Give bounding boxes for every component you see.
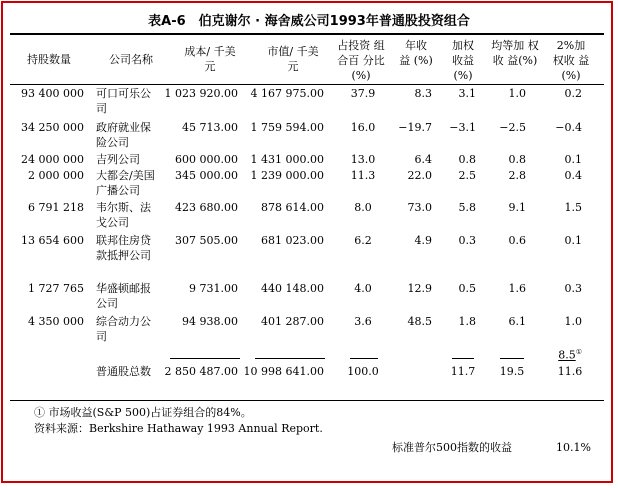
cell-cost: 9 731.00: [189, 282, 238, 295]
total-cost: 2 850 487.00: [164, 365, 238, 378]
cell-weighted: 0.8: [458, 153, 476, 166]
cell-weighted: 5.8: [458, 201, 476, 214]
cell-weighted: 1.8: [458, 315, 476, 328]
cell-equal: 2.8: [508, 169, 526, 182]
cell-annual: 48.5: [407, 315, 432, 328]
cell-market: 440 148.00: [261, 282, 324, 295]
cell-annual: −19.7: [398, 121, 432, 134]
cell-annual: 73.0: [407, 201, 432, 214]
cell-cost: 1 023 920.00: [164, 87, 238, 100]
header-weighted: 加权 收益 (%): [452, 39, 474, 82]
cell-equal: 1.6: [508, 282, 526, 295]
cell-two-pct: 0.1: [564, 153, 582, 166]
cost-total-underline: [170, 358, 240, 359]
cell-cost: 307 505.00: [175, 234, 238, 247]
cell-weighted: 0.5: [458, 282, 476, 295]
cell-pct: 6.2: [354, 234, 372, 247]
header-shares: 持股数量: [27, 53, 71, 66]
cell-two-pct: 0.2: [564, 87, 582, 100]
cell-equal: 6.1: [508, 315, 526, 328]
cell-two-pct: −0.4: [555, 121, 582, 134]
cell-shares: 6 791 218: [28, 201, 84, 214]
cell-two-pct: 1.5: [564, 201, 582, 214]
cell-pct: 13.0: [350, 153, 376, 166]
total-market: 10 998 641.00: [243, 365, 324, 378]
cell-equal: 0.6: [508, 234, 526, 247]
cell-market: 4 167 975.00: [250, 87, 324, 100]
cell-annual: 12.9: [407, 282, 432, 295]
cell-company: 联邦住房贷款抵押公司: [96, 234, 151, 262]
total-equal: 19.5: [499, 365, 525, 378]
cell-equal: 1.0: [508, 87, 526, 100]
cell-company: 吉列公司: [96, 153, 140, 166]
cell-pct: 37.9: [350, 87, 376, 100]
bottom-rule: [10, 400, 604, 401]
cell-shares: 2 000 000: [28, 169, 84, 182]
cell-shares: 24 000 000: [21, 153, 84, 166]
cell-two-pct: 1.0: [564, 315, 582, 328]
header-equal: 均等加 权收 益(%): [491, 39, 539, 67]
cell-market: 1 239 000.00: [250, 169, 324, 182]
total-two-pct: 11.6: [557, 365, 583, 378]
cell-pct: 8.0: [354, 201, 372, 214]
cell-pct: 16.0: [350, 121, 376, 134]
cell-weighted: 3.1: [458, 87, 476, 100]
cell-annual: 8.3: [414, 87, 432, 100]
cell-company: 综合动力公司: [96, 315, 151, 343]
header-cost: 成本/ 千美元: [184, 45, 236, 73]
footnote-1: ① 市场收益(S&P 500)占证券组合的84%。: [34, 406, 252, 419]
cell-market: 1 759 594.00: [250, 121, 324, 134]
market-total-underline: [255, 358, 325, 359]
header-annual: 年收 益 (%): [399, 39, 433, 67]
benchmark-value: 10.1%: [556, 441, 591, 454]
cell-equal: 0.8: [508, 153, 526, 166]
cell-market: 1 431 000.00: [250, 153, 324, 166]
cell-equal: −2.5: [499, 121, 526, 134]
header-market: 市值/ 千美元: [267, 45, 319, 73]
table-title: 表A-6 伯克谢尔 · 海舍威公司1993年普通股投资组合: [148, 14, 470, 29]
cell-company: 华盛顿邮报公司: [96, 282, 151, 310]
total-label: 普通股总数: [96, 365, 151, 378]
cell-company: 政府就业保险公司: [96, 121, 151, 149]
cell-weighted: 2.5: [458, 169, 476, 182]
cell-two-pct: 0.1: [564, 234, 582, 247]
cell-shares: 93 400 000: [21, 87, 84, 100]
cell-two-pct: 0.3: [564, 282, 582, 295]
cell-shares: 34 250 000: [21, 121, 84, 134]
cell-company: 大都会/美国广播公司: [96, 169, 155, 197]
cell-weighted: −3.1: [449, 121, 476, 134]
cell-shares: 1 727 765: [28, 282, 84, 295]
weighted-total-underline: [452, 358, 474, 359]
cell-pct: 11.3: [350, 169, 376, 182]
cell-annual: 6.4: [414, 153, 432, 166]
cell-company: 韦尔斯、法戈公司: [96, 201, 151, 229]
cell-pct: 3.6: [354, 315, 372, 328]
cell-cost: 45 713.00: [182, 121, 238, 134]
cell-cost: 423 680.00: [175, 201, 238, 214]
header-two-pct: 2%加 权收 益(%): [552, 39, 590, 82]
source-note: 资料来源：Berkshire Hathaway 1993 Annual Report.: [34, 422, 323, 435]
cell-annual: 4.9: [414, 234, 432, 247]
extra-value-number: 8.5: [558, 348, 576, 362]
cell-two-pct: 0.4: [564, 169, 582, 182]
cell-weighted: 0.3: [458, 234, 476, 247]
cell-cost: 345 000.00: [175, 169, 238, 182]
cell-cost: 600 000.00: [175, 153, 238, 166]
header-company: 公司名称: [109, 53, 153, 66]
pct-total-underline: [350, 358, 378, 359]
header-pct: 占投资 组合百 分比(%): [337, 39, 385, 82]
cell-cost: 94 938.00: [182, 315, 238, 328]
extra-note-marker: ①: [575, 348, 582, 356]
top-rule: [10, 33, 604, 35]
benchmark-label: 标准普尔500指数的收益: [392, 441, 512, 454]
extra-value: [548, 345, 582, 363]
cell-market: 681 023.00: [261, 234, 324, 247]
cell-shares: 13 654 600: [21, 234, 84, 247]
total-pct: 100.0: [347, 365, 379, 378]
total-weighted: 11.7: [450, 365, 476, 378]
cell-market: 878 614.00: [261, 201, 324, 214]
equal-total-underline: [500, 358, 524, 359]
cell-equal: 9.1: [508, 201, 526, 214]
cell-annual: 22.0: [407, 169, 432, 182]
header-rule: [10, 84, 604, 85]
cell-company: 可口可乐公司: [96, 87, 151, 115]
cell-shares: 4 350 000: [28, 315, 84, 328]
cell-pct: 4.0: [354, 282, 372, 295]
cell-market: 401 287.00: [261, 315, 324, 328]
